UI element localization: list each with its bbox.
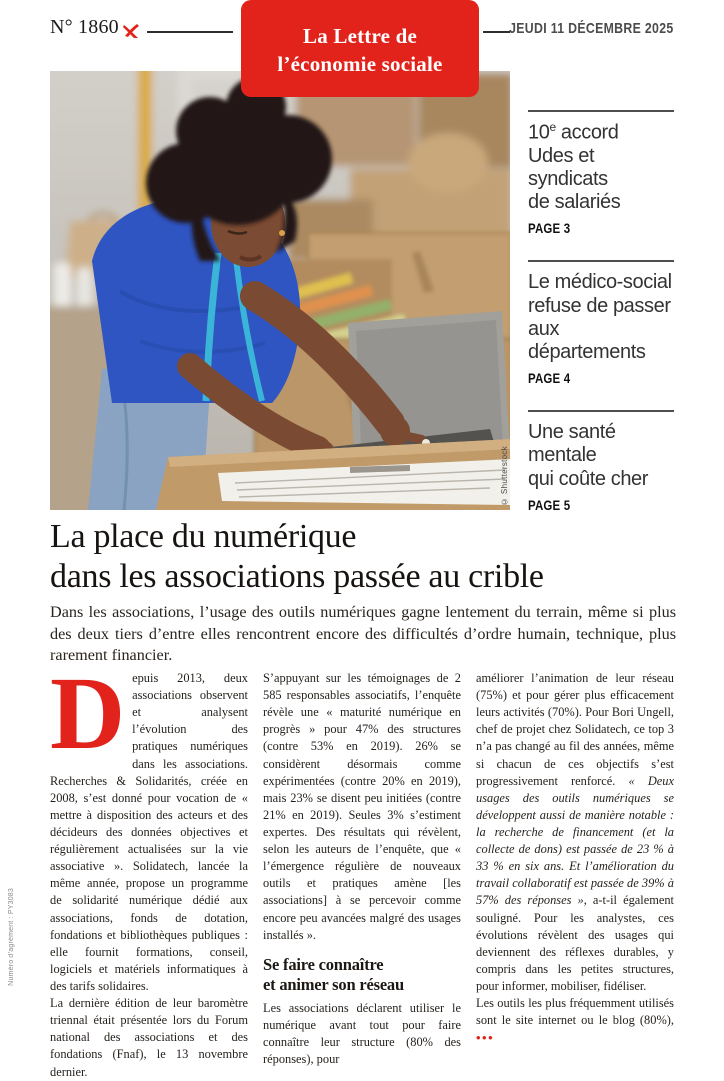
teaser-page-ref: PAGE 4 — [528, 370, 571, 387]
teaser-title — [528, 271, 674, 364]
sidebar — [528, 110, 674, 537]
hero-photo — [50, 71, 510, 510]
article-headline — [50, 517, 690, 597]
teaser-title-line: Le médico-social — [528, 271, 672, 294]
photo-credit: © Shutterstock — [500, 446, 509, 506]
teaser-title-line: mentale — [528, 444, 597, 467]
paragraph: S’appuyant sur les témoignages de 2 585 responsables associatifs, l’enquête révèle une « maturité numérique en progrès » pour 47% des structures (contre 53% en 2019). 26% se considèrent désormais comme expérimentées (contre 20% en 2019), mais 23% se disent peu initiées (contre 21% en 2019). Seules 3% s’estiment expertes. Des résultats qui révèlent, selon les auteurs de l’enquête, que « l’émergence régulière de nouveaux outils et pratiques amène [les associations] à se percevoir comme encore peu avancées malgré des usages installés ». — [263, 671, 461, 942]
quote-italic: « Deux usages des outils numériques se développent aussi de manière notable : la recherche de financement (et la collecte de dons) est passée de 23 % à 33 % en six ans. Et l’amélioration du travail collaboratif est passée de 39% à 57% des réponses » — [476, 773, 674, 908]
column-3 — [476, 670, 674, 1081]
teaser-title-line: Udes et syndicats — [528, 144, 608, 191]
column-1 — [50, 656, 248, 1081]
masthead-rule-left — [147, 31, 233, 33]
article-lede: Dans les associations, l’usage des outils numériques gagne lentement du terrain, même si plus des deux tiers d’entre elles rencontrent encore des difficultés d’ordre humain, technique, plus rarement financier. — [50, 603, 676, 665]
paragraph — [50, 656, 248, 995]
paragraph: Les associations déclarent utiliser le numérique avant tout pour faire connaître leur structure (80% des réponses), pour — [263, 1001, 461, 1067]
paragraph-text: Les outils les plus fréquemment utilisés sont le site internet ou le blog (80%), — [476, 996, 674, 1028]
teaser-page-ref: PAGE 3 — [528, 220, 571, 237]
teaser-page-5 — [528, 410, 674, 513]
teaser-title-sup: e — [549, 120, 556, 134]
paragraph: La dernière édition de leur baromètre triennal était présentée lors du Forum national des associations et des fondations (Fnaf), le 13 novembre dernier. — [50, 996, 248, 1079]
issue-date: JEUDI 11 DÉCEMBRE 2025 — [509, 20, 674, 37]
headline-line2: dans les associations passée au crible — [50, 557, 544, 595]
subhead-line1: Se faire connaître — [263, 954, 384, 974]
newsletter-title-line2: l’économie sociale — [277, 51, 443, 76]
teaser-title — [528, 121, 674, 214]
newsletter-title-line1: La Lettre de — [303, 24, 417, 48]
article-subhead — [263, 955, 461, 995]
headline-line1: La place du numérique — [50, 518, 357, 555]
drop-cap: D — [50, 656, 126, 771]
teaser-title — [528, 421, 674, 491]
paragraph-text: , a-t-il également souligné. Pour les analystes, ces évolutions révèlent des usages qui deviennent des réflexes durables, y compris dans les petites structures, pour informer, mobiliser, fidéliser. — [476, 893, 674, 993]
column-2 — [263, 670, 461, 1081]
teaser-title-line: de salariés — [528, 191, 621, 214]
masthead-rule-right — [483, 31, 510, 33]
teaser-page-4 — [528, 260, 674, 386]
teaser-page-ref: PAGE 5 — [528, 496, 571, 513]
paragraph — [476, 670, 674, 995]
teaser-title-line: refuse de passer — [528, 294, 671, 317]
issue-number: N° 1860 — [50, 16, 119, 38]
brand-bird-icon — [122, 22, 140, 40]
hero-photo-illustration — [50, 71, 510, 510]
teaser-title-text: accord — [555, 121, 619, 144]
subhead-line2: et animer son réseau — [263, 974, 404, 994]
teaser-page-3 — [528, 110, 674, 236]
teaser-title-line: aux départements — [528, 317, 646, 363]
paragraph — [476, 995, 674, 1047]
paragraph-text: améliorer l’animation de leur réseau (75%) et pour gérer plus efficacement leurs activités (70%). Pour Bori Ungell, chef de projet chez Solidatech, ce top 3 n’a pas changé au fil des années, même si chacun de ces objectifs s’est progressivement renforcé. — [476, 671, 674, 788]
teaser-title-line: Une santé — [528, 421, 616, 444]
continuation-dots-icon: ••• — [476, 1030, 495, 1046]
paragraph-text: epuis 2013, deux associations observent et analysent l’évolution des pratiques numériques dans les associations. Recherches & Solidarités, créée en 2008, s’est donné pour vocation de « mettre à disposition des acteurs et des décideurs des données objectives et régulièrement actualisées sur la vie associative ». Solidatech, lancée la même année, propose un programme de solidarité numérique dédié aux associations, fonds de dotation, fondations et bibliothèques publiques : elle fournit formations, conseil, logiciels et matériels informatiques à des tarifs solidaires. — [50, 671, 248, 993]
newsletter-title-box — [241, 0, 479, 97]
teaser-title-text: 10 — [528, 121, 550, 144]
article-body-columns — [50, 656, 674, 1081]
agreement-number: Numéro d’agrément : PY3083 — [8, 888, 15, 986]
teaser-title-line: qui coûte cher — [528, 467, 649, 490]
